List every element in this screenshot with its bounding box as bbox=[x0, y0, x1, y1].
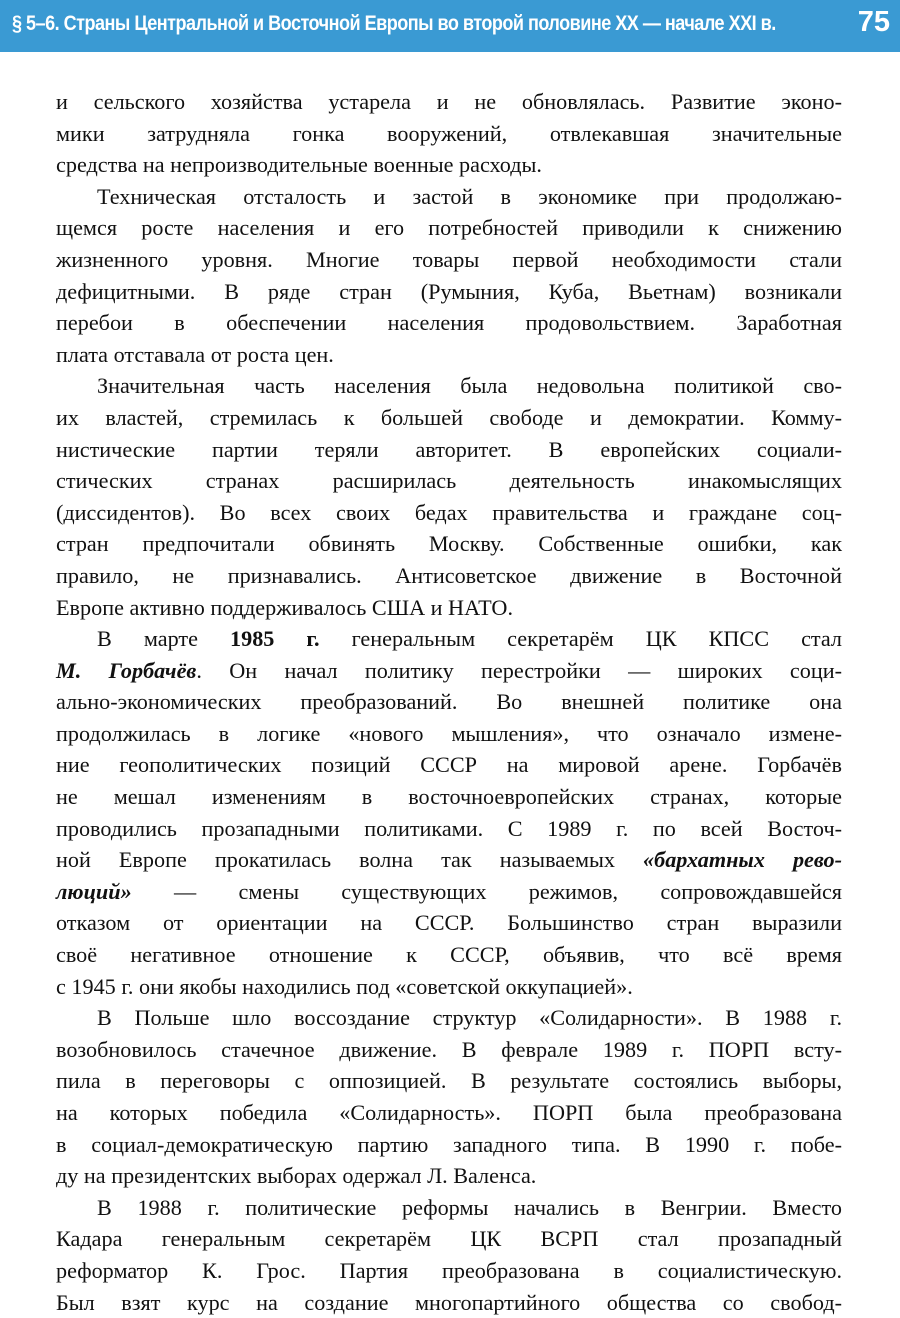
text-line bbox=[56, 623, 842, 655]
text-segment: . Он начал политику перестройки — широких соци- bbox=[196, 657, 842, 683]
italic-term: «бархатных рево- bbox=[643, 847, 842, 873]
text-line: в социал-демократическую партию западного типа. В 1990 г. побе- bbox=[56, 1131, 842, 1157]
text-line: с 1945 г. они якобы находились под «советской оккупацией». bbox=[56, 973, 633, 999]
text-line: перебои в обеспечении населения продовольствием. Заработная bbox=[56, 310, 842, 336]
text-line: Европе активно поддерживалось США и НАТО. bbox=[56, 594, 513, 620]
text-line: Значительная часть населения была недовольна политикой сво- bbox=[97, 373, 842, 399]
body-text bbox=[56, 86, 842, 1318]
text-line: возобновилось стачечное движение. В феврале 1989 г. ПОРП всту- bbox=[56, 1036, 842, 1062]
text-segment: — смены существующих режимов, сопровождавшейся bbox=[131, 878, 842, 904]
text-line: Техническая отсталость и застой в экономике при продолжаю- bbox=[97, 183, 842, 209]
text-line: ние геополитических позиций СССР на мировой арене. Горбачёв bbox=[56, 752, 842, 778]
text-line: Кадара генеральным секретарём ЦК ВСРП стал прозападный bbox=[56, 1226, 842, 1252]
text-line: В 1988 г. политические реформы начались в Венгрии. Вместо bbox=[97, 1194, 842, 1220]
text-line: правило, не признавались. Антисоветское движение в Восточной bbox=[56, 562, 842, 588]
section-title: § 5–6. Страны Центральной и Восточной Европы во второй половине XX — начале XXI в. bbox=[12, 12, 776, 35]
text-line: дефицитными. В ряде стран (Румыния, Куба, Вьетнам) возникали bbox=[56, 278, 842, 304]
text-line bbox=[56, 655, 842, 687]
page-number: 75 bbox=[857, 6, 890, 38]
text-line: плата отставала от роста цен. bbox=[56, 341, 334, 367]
bold-date: 1985 г. bbox=[230, 626, 320, 652]
text-line bbox=[56, 876, 842, 908]
text-line: проводились прозападными политиками. С 1989 г. по всей Восточ- bbox=[56, 815, 842, 841]
text-segment: генеральным секретарём ЦК КПСС стал bbox=[319, 626, 842, 652]
text-line: нистические партии теряли авторитет. В европейских социали- bbox=[56, 436, 842, 462]
page-header bbox=[0, 0, 900, 52]
text-line: на которых победила «Солидарность». ПОРП была преобразована bbox=[56, 1100, 842, 1125]
text-line: отказом от ориентации на СССР. Большинство стран выразили bbox=[56, 910, 842, 936]
text-line: ду на президентских выборах одержал Л. Валенса. bbox=[56, 1163, 537, 1189]
italic-term: люций» bbox=[56, 878, 132, 904]
text-line: щемся росте населения и его потребностей приводили к снижению bbox=[56, 215, 842, 241]
text-line: стических странах расширилась деятельность инакомыслящих bbox=[56, 468, 842, 494]
text-line bbox=[56, 844, 842, 876]
text-line: реформатор К. Грос. Партия преобразована в социалистическую. bbox=[56, 1257, 842, 1283]
text-line: (диссидентов). Во всех своих бедах правительства и граждане соц- bbox=[56, 499, 842, 525]
text-line: ально-экономических преобразований. Во внешней политике она bbox=[56, 689, 842, 715]
text-segment: В марте bbox=[97, 626, 230, 652]
text-segment: ной Европе прокатилась волна так называемых bbox=[56, 847, 644, 873]
text-line: не мешал изменениям в восточноевропейских странах, которые bbox=[56, 784, 842, 810]
text-line: мики затрудняла гонка вооружений, отвлекавшая значительные bbox=[56, 120, 842, 146]
text-line: своё негативное отношение к СССР, объявив, что всё время bbox=[56, 942, 842, 968]
text-line: стран предпочитали обвинять Москву. Собственные ошибки, как bbox=[56, 531, 842, 557]
text-line: продолжилась в логике «нового мышления», что означало измене- bbox=[56, 720, 842, 746]
text-line: их властей, стремилась к большей свободе и демократии. Комму- bbox=[56, 404, 842, 430]
italic-name: М. Горбачёв bbox=[56, 657, 197, 683]
text-line: средства на непроизводительные военные расходы. bbox=[56, 152, 542, 178]
text-line: В Польше шло воссоздание структур «Солидарности». В 1988 г. bbox=[97, 1005, 842, 1031]
text-line: Был взят курс на создание многопартийного общества со свобод- bbox=[56, 1289, 842, 1315]
text-line: и сельского хозяйства устарела и не обновлялась. Развитие эконо- bbox=[56, 89, 842, 114]
text-line: жизненного уровня. Многие товары первой необходимости стали bbox=[56, 246, 842, 272]
text-line: пила в переговоры с оппозицией. В результате состоялись выборы, bbox=[56, 1068, 842, 1094]
